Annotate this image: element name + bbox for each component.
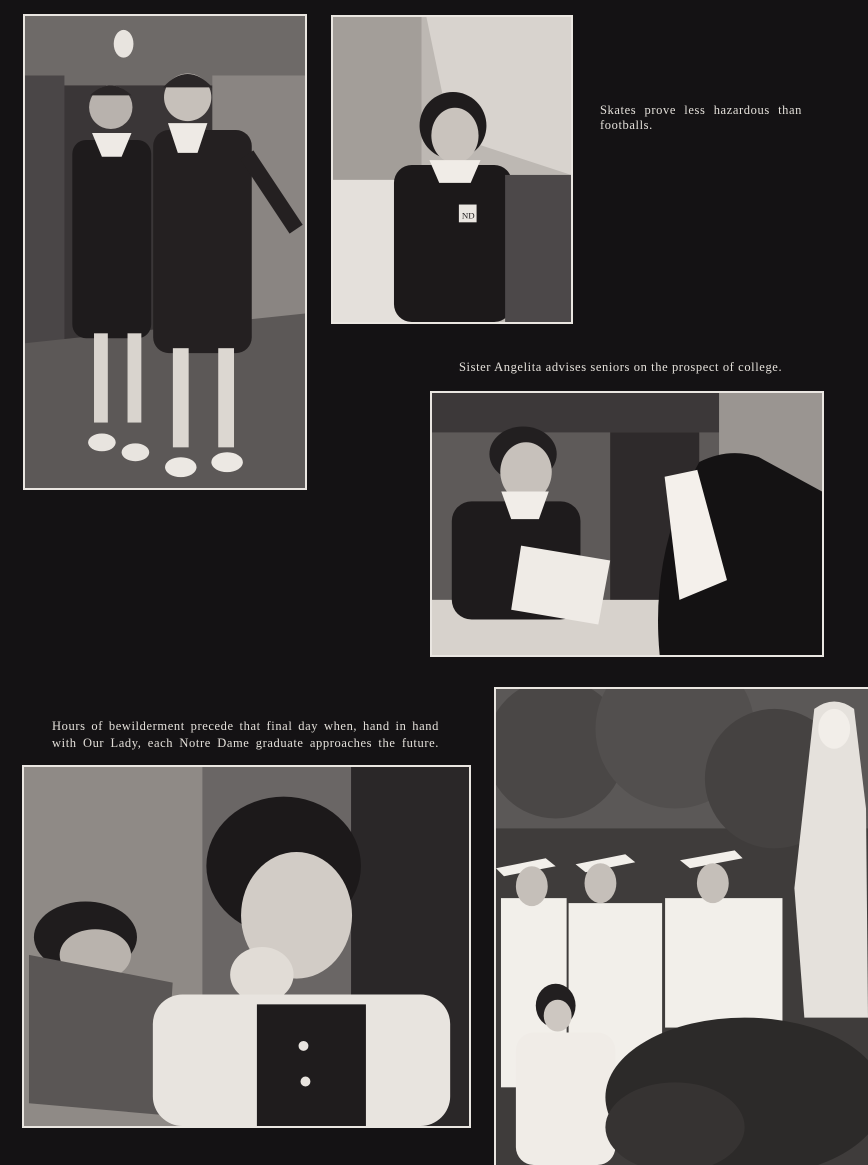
student-at-desk-photo <box>331 15 573 324</box>
graduates-with-statue-photo <box>494 687 868 1165</box>
badge-text: ND <box>461 210 475 221</box>
caption-sister-angelita: Sister Angelita advises seniors on the prospect of college. <box>459 360 783 374</box>
students-studying-photo <box>22 765 471 1128</box>
caption-hours-line-1: Hours of bewilderment precede that final day when, hand in hand <box>52 719 439 733</box>
nun-advising-student-photo <box>430 391 824 657</box>
skating-students-photo <box>23 14 307 490</box>
caption-hours-line-2: with Our Lady, each Notre Dame graduate approaches the future. <box>52 736 439 750</box>
caption-skates: Skates prove less hazardous than footballs. <box>600 103 802 132</box>
